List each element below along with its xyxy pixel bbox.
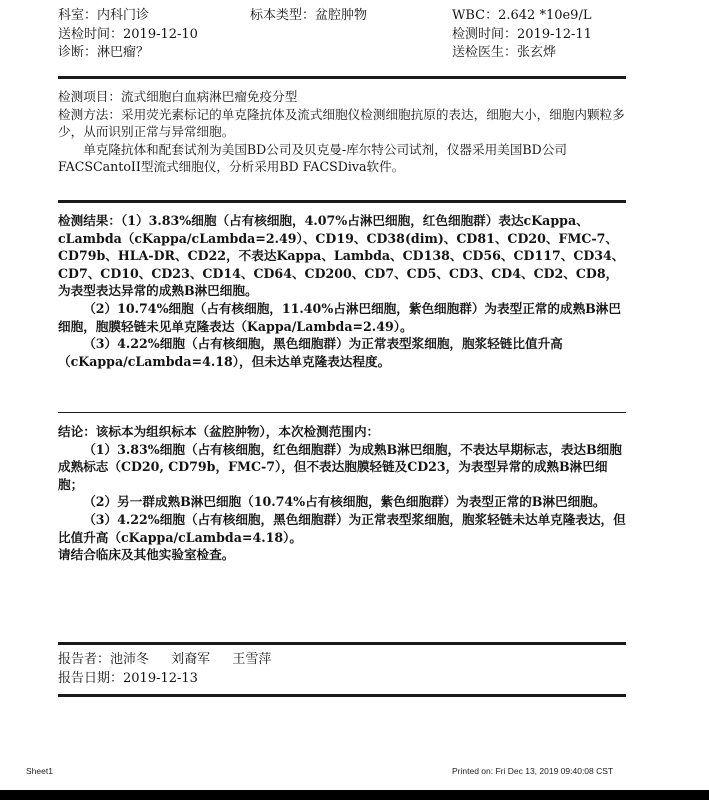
report-date: 报告日期：2019-12-13 — [58, 671, 198, 686]
result-1: 检测结果：（1）3.83%细胞（占有核细胞，4.07%占淋巴细胞，红色细胞群）表达cKappa、cLambda（cKappa/cLambda=2.49）、CD19、CD38(dim)、CD81、CD20、FMC-7、CD79b、HLA-DR、CD22，不表达Kappa、Lambda、CD138、CD56、CD117、CD34、CD7、CD10、CD23、CD14、CD64、CD200、CD7、CD5、CD3、CD4、CD2、CD8，为表型表达异常的成熟B淋巴细胞。 — [58, 213, 625, 299]
conclusion-1: （1）3.83%细胞（占有核细胞，红色细胞群）为成熟B淋巴细胞，不表达早期标志，表达B细胞成熟标志（CD20, CD79b，FMC-7），但不表达胞膜轻链及CD23，为表型异常的成熟B淋巴细胞； — [58, 441, 622, 492]
divider — [58, 694, 626, 697]
wbc-field: WBC：2.642 *10e9/L — [452, 8, 592, 23]
conclusion-intro: 结论：该标本为组织标本（盆腔肿物），本次检测范围内： — [58, 424, 380, 439]
diagnosis-field: 诊断：淋巴瘤？ — [58, 45, 150, 60]
clinical-advice: 请结合临床及其他实验室检查。 — [58, 547, 235, 563]
test-method: 检测方法：采用荧光素标记的单克隆抗体及流式细胞仪检测细胞抗原的表达，细胞大小，细胞内颗粒多少，从而识别正常与异常细胞。 — [58, 106, 625, 140]
doctor-field: 送检医生：张玄烨 — [452, 45, 557, 60]
conclusion-3: （3）4.22%细胞（占有核细胞，黑色细胞群）为正常表型浆细胞，胞浆轻链未达单克隆表达，但比值升高（cKappa/cLambda=4.18）。 — [58, 511, 626, 545]
reviewer-name: 刘裔军 — [171, 652, 211, 667]
result-3: （3）4.22%细胞（占有核细胞，黑色细胞群）为正常表型浆细胞，胞浆轻链比值升高（cKappa/cLambda=4.18），但未达单克隆表达程度。 — [58, 336, 563, 369]
divider — [58, 412, 626, 413]
results-section — [58, 212, 626, 370]
bottom-bar — [0, 790, 709, 800]
test-item: 检测项目：流式细胞白血病淋巴瘤免疫分型 — [58, 89, 298, 104]
printed-timestamp: Printed on: Fri Dec 13, 2019 09:40:08 CST — [452, 766, 614, 776]
department-field: 科室：内科门诊 — [58, 8, 150, 23]
sent-time-field: 送检时间：2019-12-10 — [58, 27, 198, 42]
conclusion-2: （2）另一群成熟B淋巴细胞（10.74%占有核细胞，紫色细胞群）为表型正常的B淋巴细胞。 — [83, 494, 606, 510]
approver-name: 王雪萍 — [232, 652, 272, 667]
method-section — [58, 88, 626, 176]
result-2: （2）10.74%细胞（占有核细胞，11.40%占淋巴细胞，紫色细胞群）为表型正常的成熟B淋巴细胞，胞膜轻链未见单克隆表达（Kappa/Lambda=2.49）。 — [58, 300, 621, 334]
divider — [58, 642, 626, 645]
reporter-name: 报告者：池沛冬 — [58, 652, 150, 667]
test-time-field: 检测时间：2019-12-11 — [452, 27, 592, 42]
conclusion-section — [58, 423, 626, 564]
sample-type-field: 标本类型：盆腔肿物 — [250, 8, 368, 23]
sheet-label: Sheet1 — [26, 766, 53, 776]
reagent-info: 单克隆抗体和配套试剂为美国BD公司及贝克曼-库尔特公司试剂，仪器采用美国BD公司FACSCantoII型流式细胞仪，分析采用BD FACSDiva软件。 — [58, 141, 567, 175]
divider — [58, 76, 626, 79]
reporter-line — [58, 652, 271, 668]
divider — [58, 200, 626, 203]
